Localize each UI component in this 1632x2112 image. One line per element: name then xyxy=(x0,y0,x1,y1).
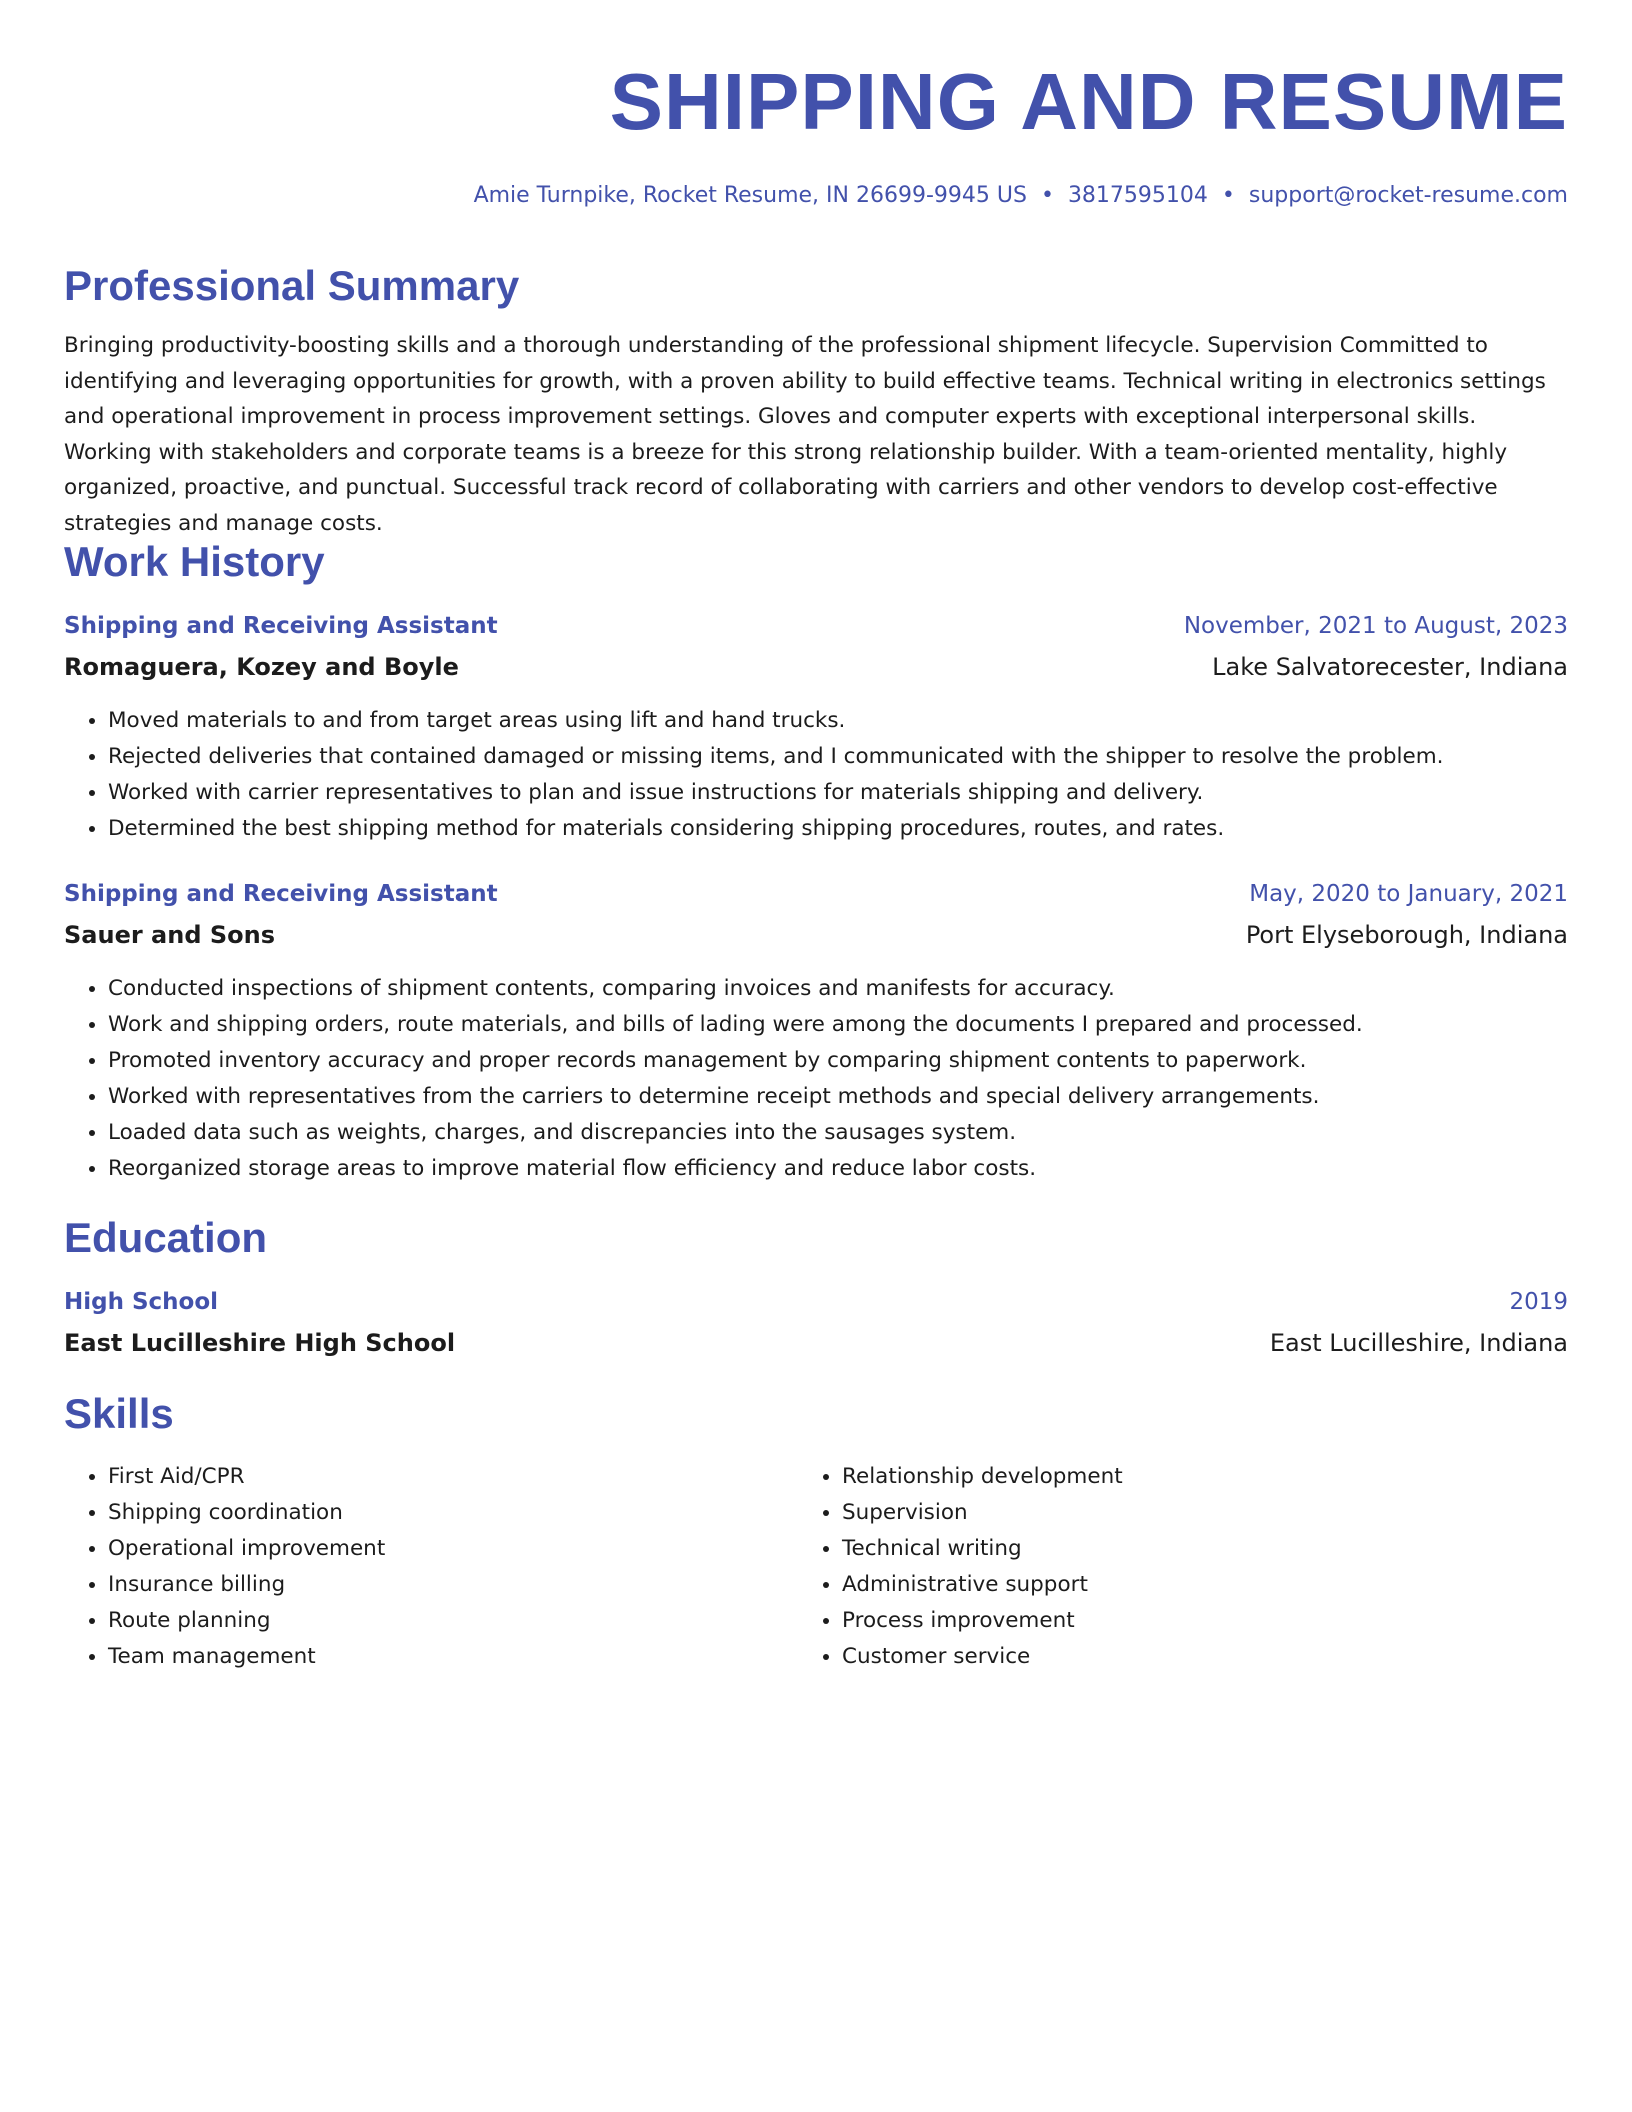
summary-text: Bringing productivity-boosting skills and a thorough understanding of the professional shipment lifecycle. Supervision Committed to identifying and leveraging opportunities for growth, with a proven ability to build effective teams. Technical writing in electronics settings and operational improvement in process improvement settings. Gloves and computer experts with exceptional interpersonal skills. Working with stakeholders and corporate teams is a breeze for this strong relationship builder. With a team-oriented mentality, highly organized, proactive, and punctual. Successful track record of collaborating with carriers and other vendors to develop cost-effective strategies and manage costs. xyxy=(64,333,1546,536)
skills-list-left xyxy=(64,1459,798,1675)
contact-separator: • xyxy=(1040,183,1054,208)
skill-item: • Process improvement xyxy=(842,1603,1612,1639)
list-item: • Determined the best shipping method for materials considering shipping procedures, routes, and rates. xyxy=(108,811,1612,847)
education-degree: High School xyxy=(64,1289,219,1315)
list-item: • Reorganized storage areas to improve material flow efficiency and reduce labor costs. xyxy=(108,1151,1612,1187)
work-history-heading: Work History xyxy=(64,538,325,585)
job-employer-row xyxy=(64,919,1568,951)
list-item: • Rejected deliveries that contained damaged or missing items, and I communicated with the shipper to resolve the problem. xyxy=(108,739,1612,775)
job-location: Port Elyseborough, Indiana xyxy=(1245,921,1568,949)
job-dates: November, 2021 to August, 2023 xyxy=(1183,613,1568,639)
skill-item: • Operational improvement xyxy=(108,1531,798,1567)
skill-item: • Insurance billing xyxy=(108,1567,798,1603)
job-header xyxy=(64,879,1568,909)
contact-email: support@rocket-resume.com xyxy=(1248,183,1568,208)
education-header xyxy=(64,1287,1568,1317)
contact-separator: • xyxy=(1221,183,1235,208)
list-item: • Conducted inspections of shipment contents, comparing invoices and manifests for accuracy. xyxy=(108,971,1612,1007)
education-school-row xyxy=(64,1327,1568,1359)
skill-item: • Route planning xyxy=(108,1603,798,1639)
job-dates: May, 2020 to January, 2021 xyxy=(1249,881,1568,907)
skill-item: • Administrative support xyxy=(842,1567,1612,1603)
contact-address: Amie Turnpike, Rocket Resume, IN 26699-9945 US xyxy=(473,183,1027,208)
skill-item: • Supervision xyxy=(842,1495,1612,1531)
job-header xyxy=(64,611,1568,641)
resume-name: SHIPPING AND RESUME xyxy=(609,57,1568,146)
job-employer-row xyxy=(64,651,1568,683)
job-position: Shipping and Receiving Assistant xyxy=(64,613,498,639)
job-location: Lake Salvatorecester, Indiana xyxy=(1212,653,1568,681)
education-heading: Education xyxy=(64,1214,268,1261)
list-item: • Moved materials to and from target areas using lift and hand trucks. xyxy=(108,703,1612,739)
skills-heading: Skills xyxy=(64,1390,174,1437)
skill-item: • Team management xyxy=(108,1639,798,1675)
job-position: Shipping and Receiving Assistant xyxy=(64,881,498,907)
summary-heading: Professional Summary xyxy=(64,262,520,309)
list-item: • Worked with carrier representatives to plan and issue instructions for materials shipping and delivery. xyxy=(108,775,1612,811)
list-item: • Worked with representatives from the carriers to determine receipt methods and special delivery arrangements. xyxy=(108,1079,1612,1115)
skill-item: • First Aid/CPR xyxy=(108,1459,798,1495)
list-item: • Promoted inventory accuracy and proper records management by comparing shipment contents to paperwork. xyxy=(108,1043,1612,1079)
list-item: • Loaded data such as weights, charges, and discrepancies into the sausages system. xyxy=(108,1115,1612,1151)
skill-item: • Shipping coordination xyxy=(108,1495,798,1531)
education-location: East Lucilleshire, Indiana xyxy=(1269,1329,1568,1357)
job-duties-list xyxy=(64,703,1612,847)
job-company: Sauer and Sons xyxy=(64,921,275,949)
skill-item: • Customer service xyxy=(842,1639,1612,1675)
job-company: Romaguera, Kozey and Boyle xyxy=(64,653,459,681)
skills-list-right xyxy=(798,1459,1612,1675)
skill-item: • Technical writing xyxy=(842,1531,1612,1567)
contact-phone: 3817595104 xyxy=(1067,183,1208,208)
job-duties-list xyxy=(64,971,1612,1187)
education-year: 2019 xyxy=(1509,1289,1568,1315)
list-item: • Work and shipping orders, route materials, and bills of lading were among the documents I prepared and processed. xyxy=(108,1007,1612,1043)
contact-line xyxy=(474,0,1568,211)
skill-item: • Relationship development xyxy=(842,1459,1612,1495)
education-school: East Lucilleshire High School xyxy=(64,1329,456,1357)
